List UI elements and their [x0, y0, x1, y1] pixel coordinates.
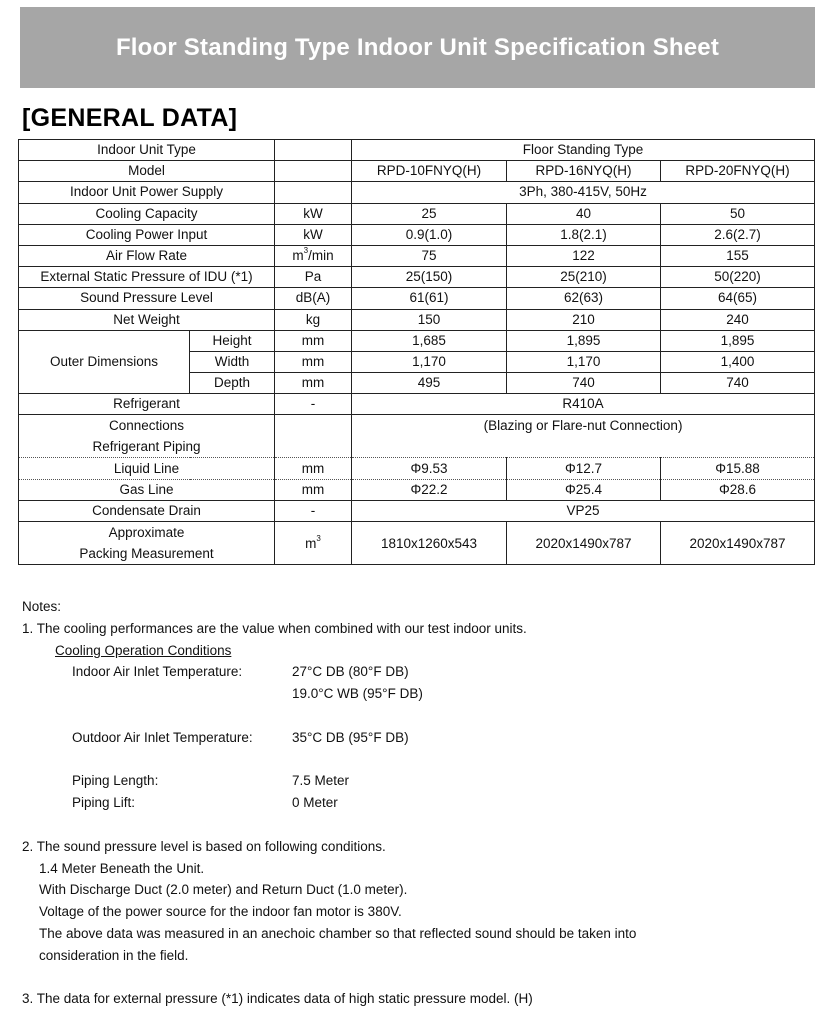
row-unit: mm	[275, 458, 352, 479]
row-unit: -	[275, 394, 352, 415]
cell: 50(220)	[661, 267, 815, 288]
row-label: Indoor Unit Power Supply	[19, 182, 275, 203]
row-unit: $m^3/\min$	[275, 245, 352, 266]
cell: 75	[352, 245, 507, 266]
table-row	[19, 522, 815, 565]
conditions-title: Cooling Operation Conditions	[55, 642, 232, 658]
row-unit: kW	[275, 224, 352, 245]
notes-heading: Notes:	[22, 599, 62, 614]
note-2-line: Voltage of the power source for the indoor fan motor is 380V.	[39, 904, 402, 920]
title-banner	[20, 7, 815, 88]
page-title: Floor Standing Type Indoor Unit Specification Sheet	[115, 33, 720, 61]
note-1: 1. The cooling performances are the value when combined with our test indoor units.	[22, 620, 527, 636]
cell: Φ9.53	[352, 458, 507, 479]
row-unit: kW	[275, 203, 352, 224]
cell: 740	[507, 373, 661, 394]
sub-label: Width	[190, 351, 275, 372]
cell: 1,685	[352, 330, 507, 351]
cell: Φ25.4	[507, 479, 661, 500]
cell: 1,895	[507, 330, 661, 351]
row-unit: mm	[275, 351, 352, 372]
cell: 1,400	[661, 351, 815, 372]
cell: 25(150)	[352, 267, 507, 288]
cell: 61(61)	[352, 288, 507, 309]
cell: Φ15.88	[661, 458, 815, 479]
table-row	[19, 415, 815, 458]
row-label: Net Weight	[19, 309, 275, 330]
cell: 64(65)	[661, 288, 815, 309]
row-label: Air Flow Rate	[19, 245, 275, 266]
cell: Φ28.6	[661, 479, 815, 500]
row-label: Condensate Drain	[19, 500, 275, 521]
row-unit: kg	[275, 309, 352, 330]
cell: 62(63)	[507, 288, 661, 309]
model-cell: RPD-10FNYQ(H)	[352, 161, 507, 182]
row-unit	[275, 161, 352, 182]
cell: 25(210)	[507, 267, 661, 288]
table-row	[19, 309, 815, 330]
row-unit	[275, 415, 352, 458]
cell: 40	[507, 203, 661, 224]
cell: Φ22.2	[352, 479, 507, 500]
notes-section	[22, 596, 636, 1010]
note-2: 2. The sound pressure level is based on following conditions.	[22, 838, 386, 854]
row-label: Liquid Line	[19, 458, 275, 479]
cell: 210	[507, 309, 661, 330]
section-title: [GENERAL DATA]	[22, 104, 238, 132]
note-2-line: With Discharge Duct (2.0 meter) and Return Duct (1.0 meter).	[39, 882, 408, 898]
table-row	[19, 182, 815, 203]
table-row	[19, 458, 815, 479]
cell: 495	[352, 373, 507, 394]
row-unit: -	[275, 500, 352, 521]
spec-table	[18, 139, 815, 565]
table-row	[19, 479, 815, 500]
cell: 122	[507, 245, 661, 266]
table-row	[19, 140, 815, 161]
row-unit: mm	[275, 330, 352, 351]
row-unit	[275, 140, 352, 161]
note-2-line: consideration in the field.	[39, 947, 189, 963]
table-row	[19, 267, 815, 288]
row-unit: Pa	[275, 267, 352, 288]
row-label: Refrigerant	[19, 394, 275, 415]
cell: 2.6(2.7)	[661, 224, 815, 245]
sub-label: Depth	[190, 373, 275, 394]
model-cell: RPD-16NYQ(H)	[507, 161, 661, 182]
cell: 25	[352, 203, 507, 224]
row-label: External Static Pressure of IDU (*1)	[19, 267, 275, 288]
row-label: Connections Refrigerant Piping	[19, 415, 275, 458]
row-value: (Blazing or Flare-nut Connection)	[352, 415, 815, 458]
cell: 2020x1490x787	[661, 522, 815, 565]
row-unit: $m^3$	[275, 522, 352, 565]
row-unit: mm	[275, 373, 352, 394]
table-row	[19, 224, 815, 245]
note-3: 3. The data for external pressure (*1) indicates data of high static pressure model. (H)	[22, 991, 533, 1007]
sub-label: Height	[190, 330, 275, 351]
row-value: VP25	[352, 500, 815, 521]
cell: 155	[661, 245, 815, 266]
note-2-line: 1.4 Meter Beneath the Unit.	[39, 860, 205, 876]
condition-indoor-wb: 19.0°C WB (95°F DB)	[292, 686, 423, 702]
cell: 50	[661, 203, 815, 224]
table-row	[19, 394, 815, 415]
cell: 240	[661, 309, 815, 330]
cell: 2020x1490x787	[507, 522, 661, 565]
cell: 1810x1260x543	[352, 522, 507, 565]
cell: 740	[661, 373, 815, 394]
cell: 0.9(1.0)	[352, 224, 507, 245]
row-label: Sound Pressure Level	[19, 288, 275, 309]
cell: 1.8(2.1)	[507, 224, 661, 245]
cell: 1,170	[352, 351, 507, 372]
cell: 1,170	[507, 351, 661, 372]
table-row	[19, 288, 815, 309]
row-value: Floor Standing Type	[352, 140, 815, 161]
cell: Φ12.7	[507, 458, 661, 479]
model-cell: RPD-20FNYQ(H)	[661, 161, 815, 182]
row-unit: dB(A)	[275, 288, 352, 309]
row-unit	[275, 182, 352, 203]
row-label: Approximate Packing Measurement	[19, 522, 275, 565]
row-label: Model	[19, 161, 275, 182]
table-row	[19, 161, 815, 182]
condition-outdoor: Outdoor Air Inlet Temperature: 35°C DB (95°F DB)	[72, 729, 409, 745]
row-label: Cooling Capacity	[19, 203, 275, 224]
table-row	[19, 500, 815, 521]
condition-piping-lift: Piping Lift: 0 Meter	[72, 795, 338, 811]
table-row	[19, 203, 815, 224]
note-2-line: The above data was measured in an anechoic chamber so that reflected sound should be taken into	[39, 925, 637, 941]
row-label: Cooling Power Input	[19, 224, 275, 245]
row-value: 3Ph, 380-415V, 50Hz	[352, 182, 815, 203]
row-label: Outer Dimensions	[19, 330, 190, 394]
condition-indoor: Indoor Air Inlet Temperature: 27°C DB (80°F DB)	[72, 664, 409, 680]
condition-piping-length: Piping Length: 7.5 Meter	[72, 773, 350, 789]
row-unit: mm	[275, 479, 352, 500]
table-row	[19, 330, 815, 351]
cell: 150	[352, 309, 507, 330]
cell: 1,895	[661, 330, 815, 351]
row-label: Indoor Unit Type	[19, 140, 275, 161]
row-label: Gas Line	[19, 479, 275, 500]
row-value: R410A	[352, 394, 815, 415]
table-row	[19, 245, 815, 266]
